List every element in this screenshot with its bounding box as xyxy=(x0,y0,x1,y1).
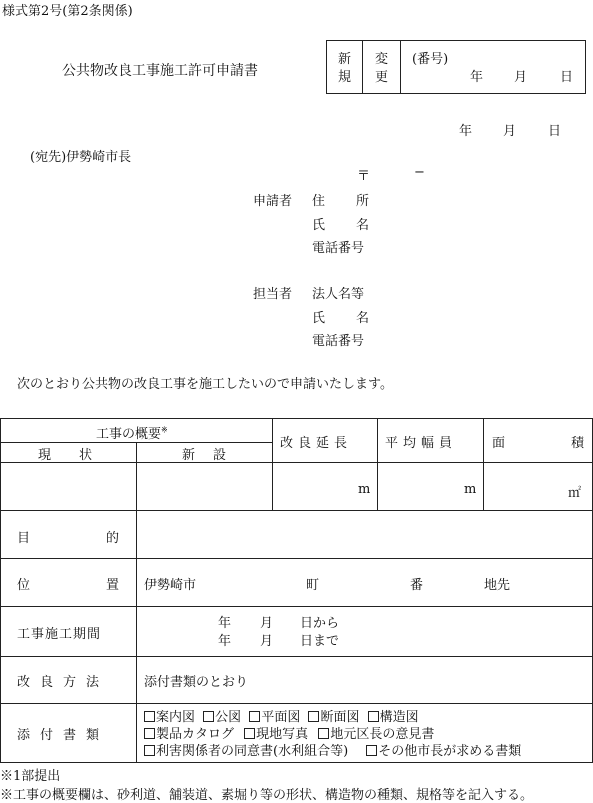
attach-option: 現地写真 xyxy=(244,727,308,742)
applicant-name-char2: 名 xyxy=(356,218,370,233)
number-label: (番号) xyxy=(412,52,449,67)
attach-option: 断面図 xyxy=(308,710,359,725)
form-title: 公共物改良工事施工許可申請書 xyxy=(62,63,258,79)
contact-name-char1: 氏 xyxy=(312,311,326,326)
location-city: 伊勢崎市 xyxy=(144,578,197,593)
checkbox[interactable] xyxy=(366,745,377,756)
number-year: 年 xyxy=(470,70,484,85)
contact-name-char2: 名 xyxy=(356,311,370,326)
addressee: (宛先)伊勢崎市長 xyxy=(30,150,132,165)
col-current xyxy=(38,444,92,463)
purpose-label xyxy=(17,527,119,546)
checkbox[interactable] xyxy=(308,711,319,722)
period-label: 工事施工期間 xyxy=(17,627,102,642)
col-new-char1: 新 xyxy=(182,448,196,463)
new-type-top: 新 xyxy=(338,52,352,67)
applicant-address-char2: 所 xyxy=(356,194,370,209)
attach-option: 製品カタログ xyxy=(144,727,234,742)
location-ban: 番 xyxy=(410,578,424,593)
location-town: 町 xyxy=(306,578,320,593)
col-new-char2: 設 xyxy=(212,448,226,463)
applicant-name-char1: 氏 xyxy=(312,218,326,233)
col-current-char1: 現 xyxy=(38,448,52,463)
attach-option: 構造図 xyxy=(368,710,419,725)
purpose-char1: 目 xyxy=(17,531,31,546)
checkbox[interactable] xyxy=(144,728,155,739)
attach-option: 平面図 xyxy=(249,710,300,725)
attach-option: 公図 xyxy=(203,710,241,725)
period-to-month: 月 xyxy=(260,634,274,649)
new-type-bottom: 規 xyxy=(338,70,352,85)
checkbox[interactable] xyxy=(318,728,329,739)
col-current-char2: 状 xyxy=(78,448,92,463)
date-day: 日 xyxy=(548,124,562,139)
period-from-year: 年 xyxy=(218,616,232,631)
contact-phone-label: 電話番号 xyxy=(312,334,365,349)
change-type-top: 変 xyxy=(375,52,389,67)
col-area-char1: 面 xyxy=(492,436,506,451)
col-area xyxy=(492,432,584,451)
number-day: 日 xyxy=(560,70,574,85)
contact-corp-label: 法人名等 xyxy=(312,287,365,302)
col-new xyxy=(182,444,226,463)
purpose-char2: 的 xyxy=(105,531,119,546)
contact-role: 担当者 xyxy=(253,287,293,302)
col-width: 平均幅員 xyxy=(385,436,458,451)
attach-option: 地元区長の意見書 xyxy=(318,727,434,742)
method-value: 添付書類のとおり xyxy=(144,675,249,690)
date-year: 年 xyxy=(459,124,473,139)
change-type-bottom: 更 xyxy=(375,70,389,85)
intro-text: 次のとおり公共物の改良工事を施工したいので申請いたします。 xyxy=(17,377,393,392)
col-extension: 改良延長 xyxy=(280,436,353,451)
applicant-address-char1: 住 xyxy=(312,194,326,209)
method-label: 改良方法 xyxy=(17,675,110,690)
applicant-role: 申請者 xyxy=(253,194,293,209)
checkbox[interactable] xyxy=(368,711,379,722)
period-from-day: 日から xyxy=(300,616,340,631)
attach-option: その他市長が求める書類 xyxy=(366,744,521,759)
checkbox[interactable] xyxy=(244,728,255,739)
postal-dash: − xyxy=(414,165,425,180)
location-chisaki: 地先 xyxy=(484,578,511,593)
note-2: ※工事の概要欄は、砂利道、舗装道、素堀り等の形状、構造物の種類、規格等を記入する。 xyxy=(0,788,534,803)
number-month: 月 xyxy=(514,70,528,85)
col-area-char2: 積 xyxy=(570,436,584,451)
location-char1: 位 xyxy=(17,578,31,593)
unit-extension: m xyxy=(358,482,371,497)
location-char2: 置 xyxy=(105,578,119,593)
applicant-phone-label: 電話番号 xyxy=(312,241,365,256)
date-month: 月 xyxy=(503,124,517,139)
location-label xyxy=(17,574,119,593)
period-to-day: 日まで xyxy=(300,634,340,649)
unit-width: m xyxy=(464,482,477,497)
attach-option: 案内図 xyxy=(144,710,195,725)
period-from-month: 月 xyxy=(260,616,274,631)
period-to-year: 年 xyxy=(218,634,232,649)
checkbox[interactable] xyxy=(203,711,214,722)
unit-area: ㎡ xyxy=(568,486,582,501)
overview-header: 工事の概要※ xyxy=(96,425,168,442)
form-number-label: 様式第2号(第2条関係) xyxy=(2,4,133,19)
checkbox[interactable] xyxy=(249,711,260,722)
checkbox[interactable] xyxy=(144,745,155,756)
checkbox[interactable] xyxy=(144,711,155,722)
note-1: ※1部提出 xyxy=(0,769,61,784)
overview-note-mark: ※ xyxy=(161,425,168,435)
attach-label: 添付書類 xyxy=(17,728,110,743)
type-number-box xyxy=(326,40,586,94)
attach-option: 利害関係者の同意書(水利組合等) xyxy=(144,744,348,759)
postal-mark: 〒 xyxy=(357,169,371,184)
attach-row-3 xyxy=(144,740,521,759)
